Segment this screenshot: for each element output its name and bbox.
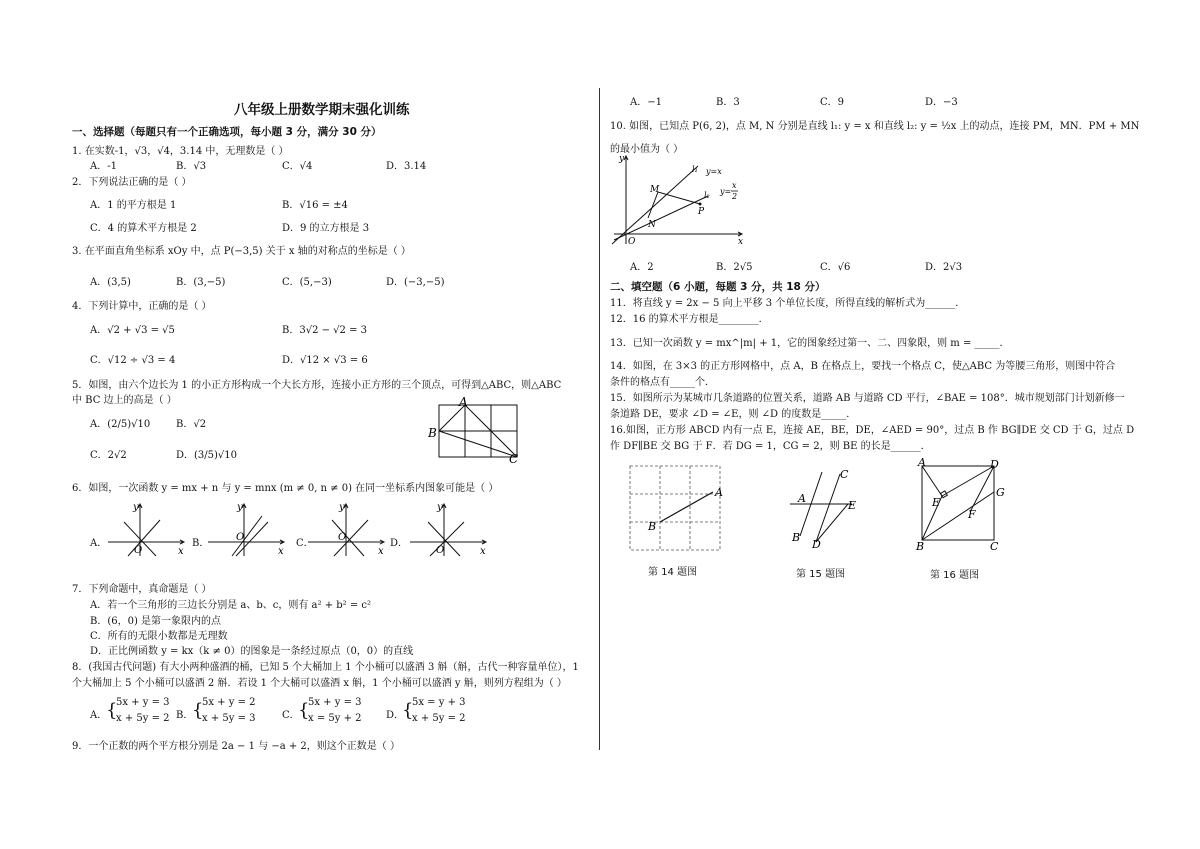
q1-option-d: D．3.14 (386, 161, 427, 172)
q4-option-c: C．√12 ÷ √3 = 4 (90, 355, 176, 366)
question-2: 2．下列说法正确的是（ ） (72, 177, 192, 188)
question-14-line1: 14．如图，在 3×3 的正方形网格中，点 A，B 在格点上，要找一个格点 C，使△ABC 为等腰三角形，则图中符合 (610, 361, 1116, 372)
q8-option-b-eq1: 5x + y = 2 (202, 697, 256, 708)
q5-label-a: A (459, 397, 468, 409)
q3-option-d: D．(−3,−5) (386, 277, 445, 288)
q8-option-c-brace: { (298, 700, 310, 721)
q15-label-d: D (812, 538, 821, 550)
q10-label-n: N (648, 220, 656, 230)
q15-label-a: A (798, 492, 806, 505)
q10-label-frac-den: 2 (732, 192, 738, 201)
q6-graph-d (408, 500, 490, 558)
question-10-line1: 10. 如图，已知点 P(6, 2)，点 M, N 分别是直线 l₁: y = x 和直线 l₂: y = ½x 上的动点，连接 PM，MN．PM + MN (610, 121, 1140, 132)
q6-b-x: x (278, 546, 284, 557)
q6-option-a: A． (90, 538, 108, 549)
q16-label-a: A (918, 456, 926, 469)
q7-option-a: A．若一个三角形的三边长分别是 a、b、c，则有 a² + b² = c² (90, 600, 372, 611)
q5-option-d: D．(3/5)√10 (176, 450, 238, 461)
q6-b-o: O (236, 532, 245, 543)
caption-figure-16: 第 16 题图 (930, 570, 980, 581)
q6-graph-a (106, 500, 188, 558)
q14-figure (626, 462, 730, 554)
q7-option-c: C．所有的无限小数都是无理数 (90, 631, 228, 642)
question-1: 1. 在实数-1，√3，√4，3.14 中，无理数是（ ） (72, 146, 289, 157)
q16-label-g: G (996, 486, 1005, 499)
question-3: 3. 在平面直角坐标系 xOy 中，点 P(−3,5) 关于 x 轴的对称点的坐标是（ ） (72, 246, 411, 257)
question-5-line2: 中 BC 边上的高是（ ） (72, 395, 177, 406)
q6-option-c: C． (296, 538, 314, 549)
q5-figure (425, 397, 525, 465)
column-divider (599, 88, 600, 750)
q5-label-c: C (509, 452, 519, 465)
q8-option-b-eq2: x + 5y = 3 (202, 713, 256, 724)
q6-option-b: B． (192, 538, 210, 549)
q9-option-b: B．3 (716, 97, 740, 108)
q6-b-y: y (237, 502, 243, 513)
q6-graph-b (206, 500, 288, 558)
question-6: 6．如图，一次函数 y = mx + n 与 y = mnx (m ≠ 0, n ≠ 0) 在同一坐标系内图象可能是（ ） (72, 483, 499, 494)
q6-d-y: y (437, 502, 443, 513)
q10-option-d: D．2√3 (925, 262, 963, 273)
question-15-line1: 15．如图所示为某城市几条道路的位置关系，道路 AB 与道路 CD 平行，∠BAE = 108°．城市规划部门计划新修一 (610, 393, 1125, 404)
question-12: 12．16 的算术平方根是________． (610, 314, 769, 325)
q15-label-c: C (840, 468, 849, 481)
q8-option-b-brace: { (192, 700, 204, 721)
question-5-line1: 5．如图，由六个边长为 1 的小正方形构成一个大长方形，连接小正方形的三个顶点，可得到△ABC，则△ABC (72, 380, 562, 391)
q16-label-d: D (990, 458, 999, 471)
q3-option-a: A．(3,5) (90, 277, 131, 288)
q10-label-m: M (650, 185, 660, 195)
question-7: 7．下列命题中，真命题是（ ） (72, 584, 212, 595)
question-15-line2: 条道路 DE，要求 ∠D = ∠E，则 ∠D 的度数是_____． (610, 409, 857, 420)
q8-option-a-eq1: 5x + y = 3 (116, 697, 170, 708)
q10-label-yhalf: y= (720, 187, 732, 196)
q10-label-l2: l₂ (704, 191, 710, 200)
section-heading-fill: 二、填空题（6 小题，每题 3 分，共 18 分） (610, 281, 826, 293)
q10-option-a: A．2 (630, 262, 654, 273)
caption-figure-15: 第 15 题图 (796, 569, 846, 580)
q8-option-a-label: A． (90, 710, 108, 721)
q6-a-o: O (134, 545, 143, 556)
q6-a-x: x (178, 546, 184, 557)
q8-option-d-eq1: 5x = y + 3 (412, 697, 466, 708)
q6-c-o: O (338, 532, 347, 543)
q16-label-e: E (932, 496, 941, 509)
caption-figure-14: 第 14 题图 (648, 567, 698, 578)
q10-label-p: P (698, 207, 705, 217)
q16-label-f: F (968, 508, 976, 521)
q8-option-a-brace: { (106, 700, 118, 721)
q10-label-y: y (619, 154, 625, 164)
q8-option-c-eq1: 5x + y = 3 (308, 697, 362, 708)
q1-option-a: A．-1 (90, 161, 117, 172)
q8-option-d-brace: { (402, 700, 414, 721)
question-8-line2: 个大桶加上 5 个小桶可以盛酒 2 斛．若设 1 个大桶可以盛酒 x 斛，1 个小桶可以盛酒 y 斛，则列方程组为（ ） (72, 678, 567, 689)
q15-figure (786, 464, 868, 550)
q8-option-b-label: B． (176, 710, 194, 721)
q2-option-a: A．1 的平方根是 1 (90, 200, 177, 211)
q14-label-a: A (715, 486, 723, 499)
q5-label-b: B (428, 426, 437, 440)
q1-option-b: B．√3 (176, 161, 207, 172)
q7-option-b: B．(6，0) 是第一象限内的点 (90, 616, 222, 627)
q8-option-d-eq2: x + 5y = 2 (412, 713, 466, 724)
section-heading-choice: 一、选择题（每题只有一个正确选项，每小题 3 分，满分 30 分） (72, 126, 382, 138)
question-13: 13．已知一次函数 y = mx^|m| + 1，它的图象经过第一、二、四象限，则 m = _____． (610, 338, 1010, 349)
q7-option-d: D．正比例函数 y = kx（k ≠ 0）的图象是一条经过原点（0，0）的直线 (90, 646, 414, 657)
q5-option-a: A．(2/5)√10 (90, 419, 151, 430)
q9-option-a: A．−1 (630, 97, 662, 108)
q6-d-x: x (480, 546, 486, 557)
q3-option-c: C．(5,−3) (282, 277, 332, 288)
q6-option-d: D． (390, 538, 409, 549)
q6-a-y: y (133, 502, 139, 513)
q4-option-d: D．√12 × √3 = 6 (282, 355, 368, 366)
q10-figure (608, 152, 748, 248)
q8-option-c-label: C． (282, 710, 300, 721)
q8-option-d-label: D． (386, 710, 405, 721)
q10-label-x: x (738, 237, 744, 247)
q10-label-l1: l₁ (692, 165, 698, 174)
q15-label-e: E (848, 499, 857, 512)
page-title: 八年级上册数学期末强化训练 (234, 102, 410, 118)
q10-label-frac-num: x (732, 181, 737, 190)
q2-option-c: C．4 的算术平方根是 2 (90, 223, 197, 234)
q8-option-c-eq2: x = 5y + 2 (308, 713, 362, 724)
question-9: 9．一个正数的两个平方根分别是 2a − 1 与 −a + 2，则这个正数是（ ） (72, 741, 400, 752)
q9-option-d: D．−3 (925, 97, 958, 108)
q10-label-o: O (628, 237, 636, 247)
q4-option-b: B．3√2 − √2 = 3 (282, 325, 368, 336)
q6-c-y: y (339, 502, 345, 513)
question-14-line2: 条件的格点有_____个． (610, 377, 715, 388)
q10-option-c: C．√6 (820, 262, 851, 273)
q10-option-b: B．2√5 (716, 262, 753, 273)
q6-graph-c (306, 500, 388, 558)
q14-label-b: B (648, 520, 657, 533)
question-4: 4．下列计算中，正确的是（ ） (72, 301, 212, 312)
q16-label-c: C (990, 540, 999, 552)
q5-option-b: B．√2 (176, 419, 207, 430)
q5-option-c: C．2√2 (90, 450, 127, 461)
question-16-line1: 16.如图，正方形 ABCD 内有一点 E，连接 AE，BE，DE，∠AED = 90°，过点 B 作 BG∥DE 交 CD 于 G，过点 D (610, 425, 1135, 436)
q10-point-p (699, 203, 702, 206)
q2-option-b: B．√16 = ±4 (282, 200, 348, 211)
q2-option-d: D．9 的立方根是 3 (282, 223, 370, 234)
question-10-line2: 的最小值为（ ） (610, 144, 684, 155)
q8-option-a-eq2: x + 5y = 2 (116, 713, 170, 724)
q16-label-b: B (916, 540, 925, 552)
q6-c-x: x (378, 546, 384, 557)
q10-label-yx: y=x (706, 167, 722, 176)
q6-d-o: O (436, 545, 445, 556)
question-11: 11．将直线 y = 2x − 5 向上平移 3 个单位长度，所得直线的解析式为______． (610, 298, 966, 309)
q15-label-b: B (792, 531, 801, 544)
q4-option-a: A．√2 + √3 = √5 (90, 325, 175, 336)
question-16-line2: 作 DF∥BE 交 BG 于 F．若 DG = 1，CG = 2，则 BE 的长是______． (610, 441, 931, 452)
q1-option-c: C．√4 (282, 161, 313, 172)
q9-option-c: C．9 (820, 97, 845, 108)
question-8-line1: 8．(我国古代问题) 有大小两种盛酒的桶，已知 5 个大桶加上 1 个小桶可以盛酒 3 斛（斛，古代一种容量单位），1 (72, 662, 579, 673)
q3-option-b: B．(3,−5) (176, 277, 226, 288)
q16-figure (912, 456, 1008, 552)
